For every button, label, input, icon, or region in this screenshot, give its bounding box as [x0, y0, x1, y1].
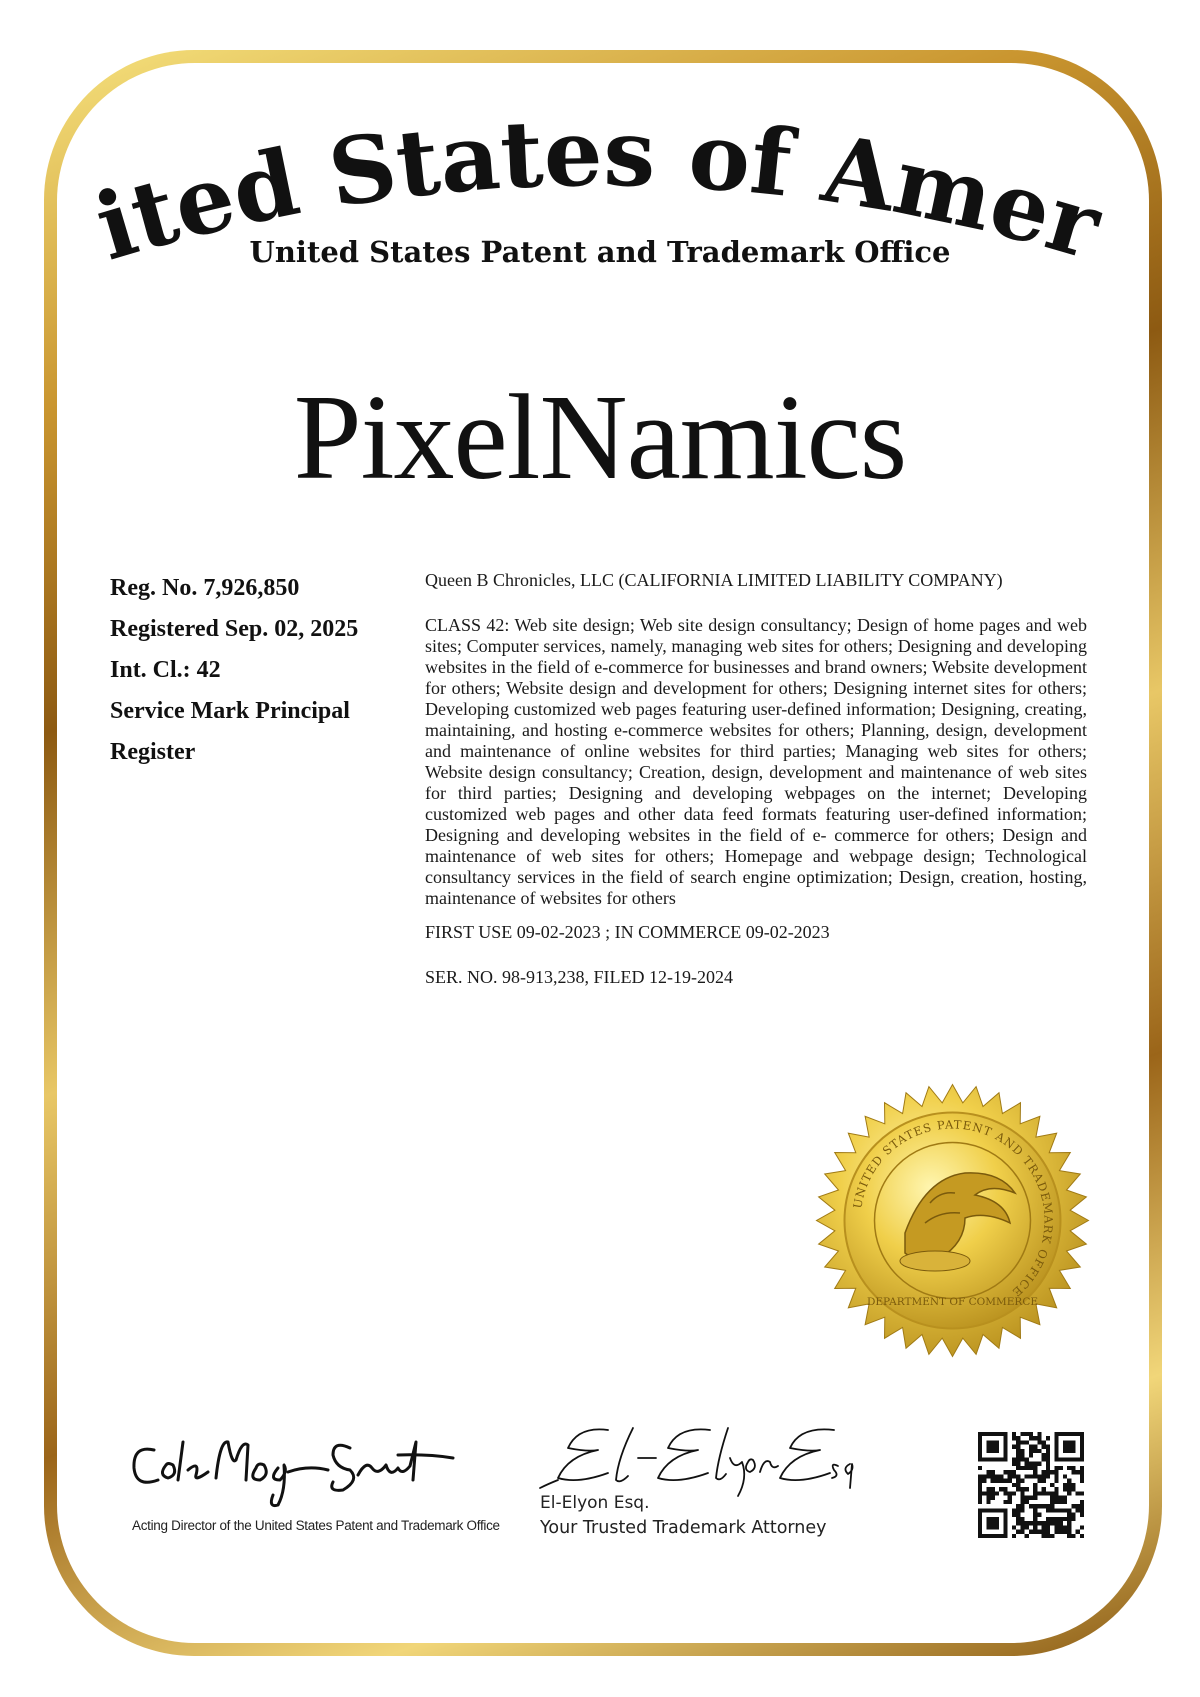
heading-title: ited States of Amer: [84, 120, 1113, 282]
trademark-name: PixelNamics: [293, 370, 907, 505]
svg-text:DEPARTMENT OF COMMERCE: DEPARTMENT OF COMMERCE: [866, 1296, 1039, 1308]
heading-subtitle: United States Patent and Trademark Office: [249, 235, 951, 269]
qr-code-icon[interactable]: [978, 1432, 1084, 1538]
registration-details: [425, 569, 1087, 988]
svg-text:UNITED STATES PATENT AND TRADE: UNITED STATES PATENT AND TRADEMARK OFFICE: [850, 1117, 1056, 1300]
certificate-heading: [80, 120, 1120, 310]
attorney-name: El-Elyon Esq.: [540, 1493, 650, 1513]
attorney-signature: [538, 1418, 858, 1498]
owner-name: Queen B Chronicles, LLC (CALIFORNIA LIMITED LIABILITY COMPANY): [425, 570, 1003, 590]
services-description: CLASS 42: Web site design; Web site design consultancy; Design of home pages and web sites; Computer services, namely, managing web sites for others; Designing and developing websites in the field of e-commerce for businesses and brand owners; Website development for others; Website design and development for others; Designing internet sites for others; Developing customized web pages featuring user-defined information; Designing, creating, maintaining, and hosting e-commerce websites for others; Planning, design, development and maintenance of online websites for third parties; Managing web sites for others; Website design consultancy; Creation, design, development and maintenance of web sites for third parties; Designing and developing webpages on the internet; Developing customized web pages and other data feed formats featuring user-defined information; Designing and developing websites in the field of e- commerce for others; Design and maintenance of web sites for others; Homepage and webpage design; Technological consultancy services in the field of search engine optimization; Design, creation, hosting, maintenance of websites for others: [425, 615, 1087, 908]
serial-number: SER. NO. 98-913,238, FILED 12-19-2024: [425, 967, 733, 987]
reg-number: Reg. No. 7,926,850: [110, 575, 300, 601]
register-type: Register: [110, 739, 196, 765]
registration-info: [110, 568, 400, 773]
registered-date: Registered Sep. 02, 2025: [110, 616, 359, 642]
director-caption: Acting Director of the United States Patent and Trademark Office: [132, 1518, 500, 1533]
first-use-dates: FIRST USE 09-02-2023 ; IN COMMERCE 09-02-2023: [425, 922, 830, 942]
heading-svg: [80, 120, 1120, 310]
director-signature: [128, 1420, 458, 1510]
eagle-seal-icon: [815, 1083, 1090, 1358]
mark-type: Service Mark Principal: [110, 698, 350, 724]
international-class: Int. Cl.: 42: [110, 657, 221, 683]
attorney-title: Your Trusted Trademark Attorney: [540, 1518, 827, 1538]
